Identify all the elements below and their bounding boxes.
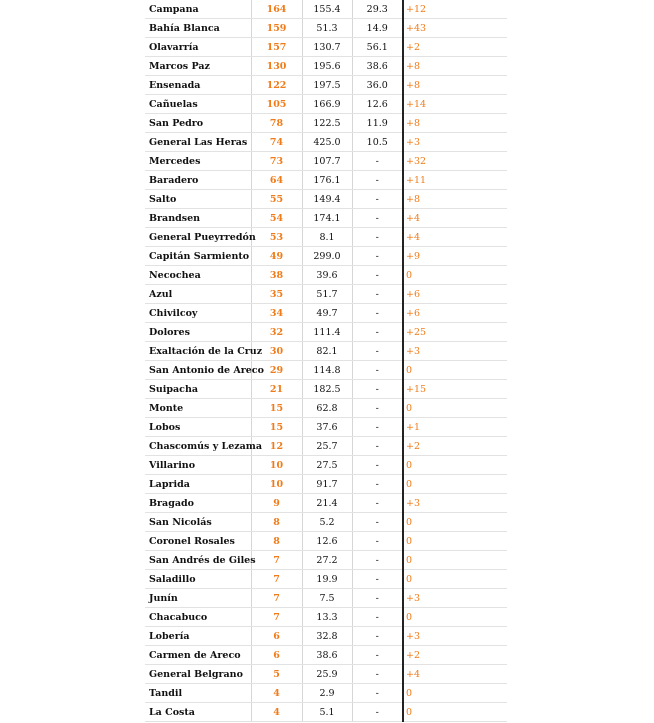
table-row [145, 646, 507, 665]
cases-value: 7 [251, 570, 302, 589]
municipality-name: Cañuelas [145, 95, 251, 114]
secondary-value: - [352, 266, 403, 285]
municipality-name: Chacabuco [145, 608, 251, 627]
municipality-name: Olavarría [145, 38, 251, 57]
table-row [145, 532, 507, 551]
cases-value: 4 [251, 684, 302, 703]
rate-value: 166.9 [302, 95, 352, 114]
table-row [145, 133, 507, 152]
change-value: 0 [403, 513, 507, 532]
rate-value: 19.9 [302, 570, 352, 589]
rate-value: 130.7 [302, 38, 352, 57]
municipality-name: Mercedes [145, 152, 251, 171]
secondary-value: - [352, 171, 403, 190]
rate-value: 25.7 [302, 437, 352, 456]
table-row [145, 57, 507, 76]
rate-value: 182.5 [302, 380, 352, 399]
cases-value: 8 [251, 513, 302, 532]
secondary-value: - [352, 570, 403, 589]
cases-value: 5 [251, 665, 302, 684]
municipality-name: General Belgrano [145, 665, 251, 684]
secondary-value: - [352, 247, 403, 266]
secondary-value: - [352, 285, 403, 304]
cases-value: 55 [251, 190, 302, 209]
change-value: +3 [403, 342, 507, 361]
table-row [145, 608, 507, 627]
table-row [145, 513, 507, 532]
municipality-name: Monte [145, 399, 251, 418]
table-row [145, 171, 507, 190]
change-value: +25 [403, 323, 507, 342]
secondary-value: - [352, 437, 403, 456]
rate-value: 27.2 [302, 551, 352, 570]
change-value: +3 [403, 627, 507, 646]
secondary-value: - [352, 532, 403, 551]
change-value: +2 [403, 38, 507, 57]
cases-value: 6 [251, 646, 302, 665]
table-row [145, 209, 507, 228]
change-value: +43 [403, 19, 507, 38]
change-value: 0 [403, 475, 507, 494]
change-value: +14 [403, 95, 507, 114]
rate-value: 8.1 [302, 228, 352, 247]
table-row [145, 380, 507, 399]
cases-value: 35 [251, 285, 302, 304]
municipality-name: Campana [145, 0, 251, 19]
rate-value: 62.8 [302, 399, 352, 418]
cases-value: 7 [251, 589, 302, 608]
rate-value: 197.5 [302, 76, 352, 95]
secondary-value: - [352, 456, 403, 475]
rate-value: 111.4 [302, 323, 352, 342]
secondary-value: 10.5 [352, 133, 403, 152]
secondary-value: - [352, 551, 403, 570]
cases-value: 7 [251, 551, 302, 570]
municipality-name: La Costa [145, 703, 251, 722]
municipality-name: Capitán Sarmiento [145, 247, 251, 266]
rate-value: 51.3 [302, 19, 352, 38]
table-row [145, 456, 507, 475]
change-value: +9 [403, 247, 507, 266]
table-row [145, 190, 507, 209]
municipality-name: Dolores [145, 323, 251, 342]
table-row [145, 95, 507, 114]
cases-value: 64 [251, 171, 302, 190]
municipality-name: Junín [145, 589, 251, 608]
cases-value: 29 [251, 361, 302, 380]
table-row [145, 0, 507, 19]
municipality-name: Chascomús y Lezama [145, 437, 251, 456]
municipality-name: Lobería [145, 627, 251, 646]
secondary-value: 36.0 [352, 76, 403, 95]
change-value: +3 [403, 589, 507, 608]
rate-value: 114.8 [302, 361, 352, 380]
table-row [145, 247, 507, 266]
cases-value: 157 [251, 38, 302, 57]
rate-value: 32.8 [302, 627, 352, 646]
rate-value: 299.0 [302, 247, 352, 266]
change-value: 0 [403, 399, 507, 418]
secondary-value: - [352, 418, 403, 437]
cases-value: 34 [251, 304, 302, 323]
change-value: 0 [403, 532, 507, 551]
change-value: +4 [403, 228, 507, 247]
change-value: +3 [403, 494, 507, 513]
secondary-value: - [352, 152, 403, 171]
rate-value: 155.4 [302, 0, 352, 19]
change-value: +4 [403, 665, 507, 684]
change-value: 0 [403, 551, 507, 570]
rate-value: 91.7 [302, 475, 352, 494]
change-value: +6 [403, 304, 507, 323]
cases-value: 49 [251, 247, 302, 266]
secondary-value: - [352, 304, 403, 323]
secondary-value: - [352, 494, 403, 513]
change-value: 0 [403, 570, 507, 589]
table-row [145, 437, 507, 456]
cases-value: 6 [251, 627, 302, 646]
table-row [145, 551, 507, 570]
rate-value: 39.6 [302, 266, 352, 285]
rate-value: 38.6 [302, 646, 352, 665]
change-value: +15 [403, 380, 507, 399]
cases-value: 15 [251, 399, 302, 418]
secondary-value: 29.3 [352, 0, 403, 19]
cases-value: 53 [251, 228, 302, 247]
municipality-name: Exaltación de la Cruz [145, 342, 251, 361]
secondary-value: 56.1 [352, 38, 403, 57]
rate-value: 25.9 [302, 665, 352, 684]
table-row [145, 665, 507, 684]
rate-value: 107.7 [302, 152, 352, 171]
change-value: 0 [403, 608, 507, 627]
table-row [145, 304, 507, 323]
change-value: +11 [403, 171, 507, 190]
cases-value: 32 [251, 323, 302, 342]
municipality-table-container [145, 0, 507, 722]
cases-value: 54 [251, 209, 302, 228]
secondary-value: - [352, 380, 403, 399]
municipality-name: Bahía Blanca [145, 19, 251, 38]
rate-value: 5.1 [302, 703, 352, 722]
cases-value: 30 [251, 342, 302, 361]
table-row [145, 266, 507, 285]
table-row [145, 570, 507, 589]
change-value: 0 [403, 266, 507, 285]
secondary-value: 12.6 [352, 95, 403, 114]
municipality-name: General Las Heras [145, 133, 251, 152]
change-value: 0 [403, 456, 507, 475]
table-body [145, 0, 507, 722]
change-value: +32 [403, 152, 507, 171]
change-value: 0 [403, 361, 507, 380]
municipality-name: Salto [145, 190, 251, 209]
cases-value: 10 [251, 475, 302, 494]
change-value: +3 [403, 133, 507, 152]
change-value: +8 [403, 76, 507, 95]
change-value: +2 [403, 437, 507, 456]
rate-value: 51.7 [302, 285, 352, 304]
secondary-value: 14.9 [352, 19, 403, 38]
table-row [145, 114, 507, 133]
rate-value: 49.7 [302, 304, 352, 323]
municipality-name: Villarino [145, 456, 251, 475]
cases-value: 10 [251, 456, 302, 475]
table-row [145, 38, 507, 57]
municipality-name: Azul [145, 285, 251, 304]
cases-value: 73 [251, 152, 302, 171]
cases-value: 105 [251, 95, 302, 114]
table-row [145, 285, 507, 304]
secondary-value: - [352, 703, 403, 722]
secondary-value: - [352, 513, 403, 532]
municipality-name: Marcos Paz [145, 57, 251, 76]
municipality-name: Saladillo [145, 570, 251, 589]
municipality-name: Lobos [145, 418, 251, 437]
secondary-value: - [352, 589, 403, 608]
rate-value: 21.4 [302, 494, 352, 513]
table-row [145, 494, 507, 513]
cases-value: 4 [251, 703, 302, 722]
change-value: +8 [403, 190, 507, 209]
secondary-value: - [352, 684, 403, 703]
secondary-value: - [352, 475, 403, 494]
table-row [145, 627, 507, 646]
secondary-value: - [352, 608, 403, 627]
secondary-value: - [352, 399, 403, 418]
table-row [145, 475, 507, 494]
change-value: +2 [403, 646, 507, 665]
change-value: +8 [403, 57, 507, 76]
table-row [145, 228, 507, 247]
change-value: +12 [403, 0, 507, 19]
rate-value: 5.2 [302, 513, 352, 532]
table-row [145, 342, 507, 361]
rate-value: 149.4 [302, 190, 352, 209]
rate-value: 195.6 [302, 57, 352, 76]
secondary-value: - [352, 228, 403, 247]
cases-value: 38 [251, 266, 302, 285]
rate-value: 176.1 [302, 171, 352, 190]
change-value: +6 [403, 285, 507, 304]
cases-value: 130 [251, 57, 302, 76]
change-value: +8 [403, 114, 507, 133]
municipality-name: Suipacha [145, 380, 251, 399]
municipality-name: San Pedro [145, 114, 251, 133]
municipality-name: San Antonio de Areco [145, 361, 251, 380]
table-row [145, 76, 507, 95]
secondary-value: - [352, 190, 403, 209]
secondary-value: - [352, 342, 403, 361]
municipality-name: Bragado [145, 494, 251, 513]
table-row [145, 418, 507, 437]
secondary-value: - [352, 323, 403, 342]
table-row [145, 399, 507, 418]
municipality-name: Chivilcoy [145, 304, 251, 323]
table-row [145, 361, 507, 380]
table-row [145, 684, 507, 703]
change-value: +1 [403, 418, 507, 437]
table-row [145, 152, 507, 171]
secondary-value: 38.6 [352, 57, 403, 76]
municipality-name: San Andrés de Giles [145, 551, 251, 570]
change-value: 0 [403, 703, 507, 722]
rate-value: 27.5 [302, 456, 352, 475]
cases-value: 78 [251, 114, 302, 133]
change-value: 0 [403, 684, 507, 703]
secondary-value: - [352, 361, 403, 380]
secondary-value: - [352, 209, 403, 228]
municipality-name: Baradero [145, 171, 251, 190]
municipality-name: Coronel Rosales [145, 532, 251, 551]
rate-value: 13.3 [302, 608, 352, 627]
table-row [145, 323, 507, 342]
municipality-name: San Nicolás [145, 513, 251, 532]
cases-value: 12 [251, 437, 302, 456]
municipality-name: Brandsen [145, 209, 251, 228]
cases-value: 74 [251, 133, 302, 152]
cases-value: 159 [251, 19, 302, 38]
municipality-name: Tandil [145, 684, 251, 703]
table-row [145, 19, 507, 38]
rate-value: 174.1 [302, 209, 352, 228]
rate-value: 2.9 [302, 684, 352, 703]
change-value: +4 [403, 209, 507, 228]
municipality-name: Ensenada [145, 76, 251, 95]
cases-value: 21 [251, 380, 302, 399]
cases-value: 164 [251, 0, 302, 19]
secondary-value: 11.9 [352, 114, 403, 133]
cases-value: 8 [251, 532, 302, 551]
cases-value: 122 [251, 76, 302, 95]
rate-value: 82.1 [302, 342, 352, 361]
municipality-name: Carmen de Areco [145, 646, 251, 665]
rate-value: 37.6 [302, 418, 352, 437]
rate-value: 12.6 [302, 532, 352, 551]
cases-value: 7 [251, 608, 302, 627]
municipality-name: Necochea [145, 266, 251, 285]
secondary-value: - [352, 665, 403, 684]
table-row [145, 589, 507, 608]
cases-value: 15 [251, 418, 302, 437]
municipality-name: Laprida [145, 475, 251, 494]
table-row [145, 703, 507, 722]
rate-value: 122.5 [302, 114, 352, 133]
rate-value: 425.0 [302, 133, 352, 152]
municipality-table [145, 0, 507, 722]
cases-value: 9 [251, 494, 302, 513]
secondary-value: - [352, 646, 403, 665]
municipality-name: General Pueyrredón [145, 228, 251, 247]
rate-value: 7.5 [302, 589, 352, 608]
secondary-value: - [352, 627, 403, 646]
